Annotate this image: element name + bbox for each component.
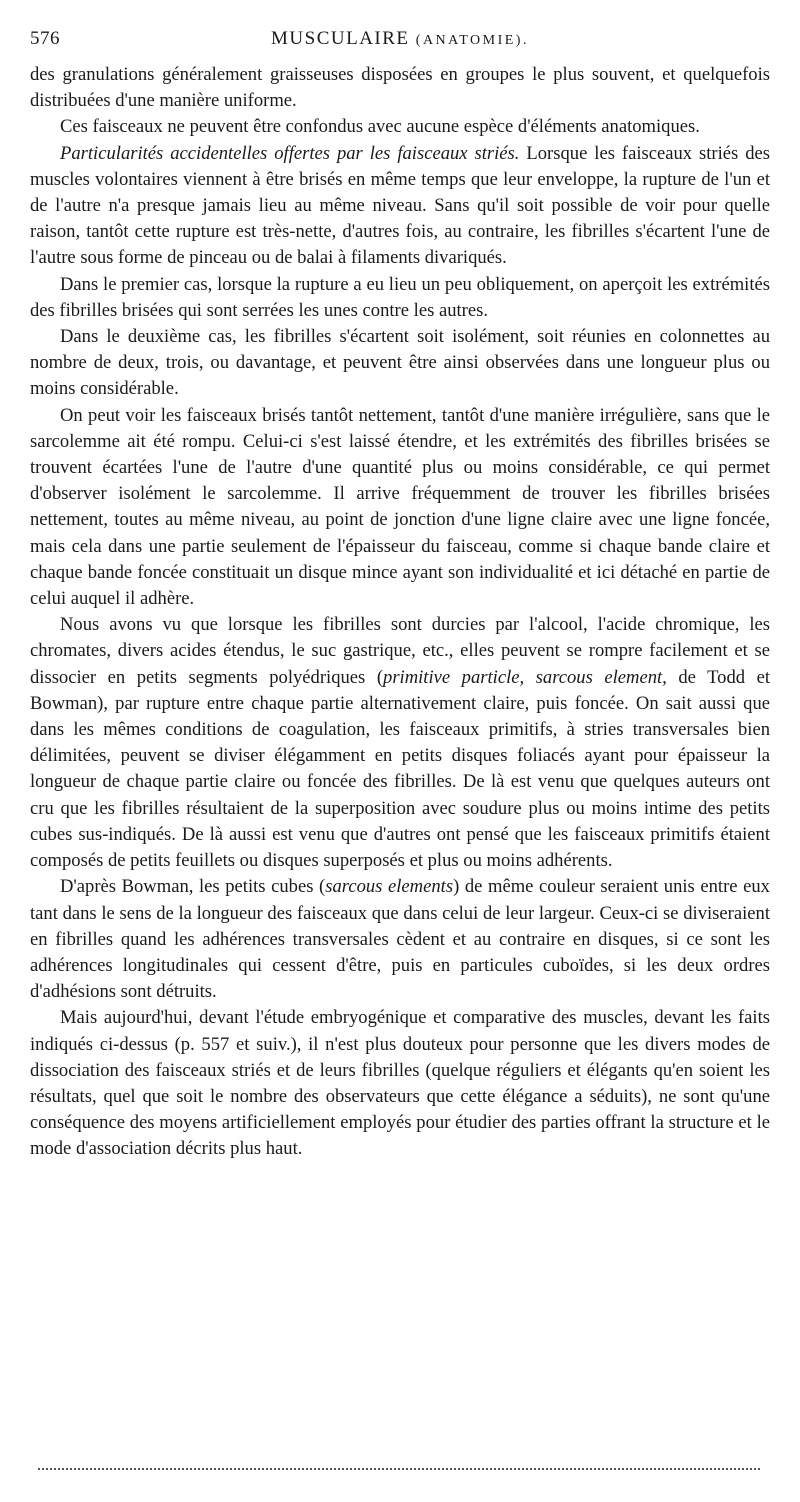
paragraph-text: Lorsque les faisceaux striés des muscles volontaires viennent à être brisés en même temps que leur enveloppe, la rupture de l'un et de l'autre n'a presque jamais lieu au même niveau. Sans qu'il soit possible de voir pour quelle raison, tantôt cette rupture est très-nette, d'autres fois, au contraire, les fibrilles s'écartent l'une de l'autre sous forme de pinceau ou de balai à filaments divariqués. [30, 142, 771, 269]
paragraph [30, 62, 770, 114]
paragraph [30, 114, 770, 140]
paragraph-text: D'après Bowman, les petits cubes ( [60, 876, 326, 898]
paragraph-text: On peut voir les faisceaux brisés tantôt nettement, tantôt d'une manière irrégulière, sans que le sarcolemme ait été rompu. Celui-ci s'est laissé étendre, et les extrémités des fibrilles brisées se trouvent écartées l'une de l'autre d'une quantité plus ou moins considérable, ce qui permet d'observer isolément le sarcolemme. Il arrive fréquemment de trouver les fibrilles brisées nettement, toutes au même niveau, au point de jonction d'une ligne claire avec une ligne foncée, mais cela dans une partie seulement de l'épaisseur du faisceau, comme si chaque bande claire et chaque bande foncée constituait un disque mince ayant son individualité et ici détaché en partie de celui auquel il adhère. [30, 404, 770, 610]
body-text [30, 62, 770, 1163]
footer-dotted-rule [38, 1468, 760, 1470]
paragraph-text: Ces faisceaux ne peuvent être confondus avec aucune espèce d'éléments anatomiques. [60, 116, 700, 138]
paragraph [30, 612, 770, 874]
paragraph [30, 1005, 770, 1162]
running-title-subtitle: (ANATOMIE). [415, 33, 529, 48]
paragraph-text: Nous avons vu que lorsque les fibrilles sont durcies par l'alcool, l'acide chromique, les chromates, divers acides étendus, le suc gastrique, etc., elles peuvent se rompre facilement et se dissocier en petits segments polyédriques ( [30, 614, 770, 688]
running-title-main: MUSCULAIRE [271, 28, 410, 49]
paragraph [30, 874, 770, 1005]
book-page [30, 28, 770, 1163]
running-title [30, 28, 770, 50]
paragraph-text: Mais aujourd'hui, devant l'étude embryogénique et comparative des muscles, devant les faits indiqués ci-dessus (p. 557 et suiv.), il n'est plus douteux pour personne que les divers modes de dissociation des faisceaux striés et de leurs fibrilles (quelque réguliers et élégants qu'en soient les résultats, quel que soit le nombre des observateurs que cette élégance a séduits), ne sont qu'une conséquence des moyens artificiellement employés pour étudier des parties offrant la structure et le mode d'association décrits plus haut. [30, 1007, 770, 1160]
paragraph-text: Dans le premier cas, lorsque la rupture a eu lieu un peu obliquement, on aperçoit les extrémités des fibrilles brisées qui sont serrées les unes contre les autres. [30, 273, 770, 321]
italic-text: Particularités accidentelles offertes par les faisceaux striés. [60, 142, 520, 164]
paragraph [30, 272, 770, 324]
paragraph-text: Dans le deuxième cas, les fibrilles s'écartent soit isolément, soit réunies en colonnettes au nombre de deux, trois, ou davantage, et peuvent être ainsi observées dans une longueur plus ou moins considérable. [30, 326, 770, 400]
running-head [30, 28, 770, 54]
paragraph [30, 141, 770, 272]
italic-text: primitive particle, sarcous element, [383, 666, 667, 688]
paragraph-text: ) de même couleur seraient unis entre eux tant dans le sens de la longueur des faisceaux que dans celui de leur largeur. Ceux-ci se diviseraient en fibrilles quand les adhérences transversales cèdent et au contraire en disques, si ce sont les adhérences longitudinales qui cessent d'être, puis en particules cuboïdes, si les deux ordres d'adhésions sont détruits. [30, 876, 770, 1003]
paragraph-text: des granulations généralement graisseuses disposées en groupes le plus souvent, et quelquefois distribuées d'une manière uniforme. [30, 64, 770, 112]
paragraph [30, 324, 770, 403]
page-number: 576 [30, 28, 60, 49]
paragraph-text: de Todd et Bowman), par rupture entre chaque partie alternativement claire, puis foncée. On sait aussi que dans les mêmes conditions de coagulation, les faisceaux primitifs, à stries transversales bien délimitées, peuvent se diviser élégamment en petits disques foliacés ayant pour épaisseur la longueur de chaque partie claire ou foncée des fibrilles. De là est venu que quelques auteurs ont cru que les fibrilles résultaient de la superposition avec soudure plus ou moins intime des petits cubes sus-indiqués. De là aussi est venu que d'autres ont pensé que les faisceaux primitifs étaient composés de petits feuillets ou disques superposés et plus ou moins adhérents. [30, 666, 771, 872]
paragraph [30, 403, 770, 613]
italic-text: sarcous elements [325, 876, 454, 898]
